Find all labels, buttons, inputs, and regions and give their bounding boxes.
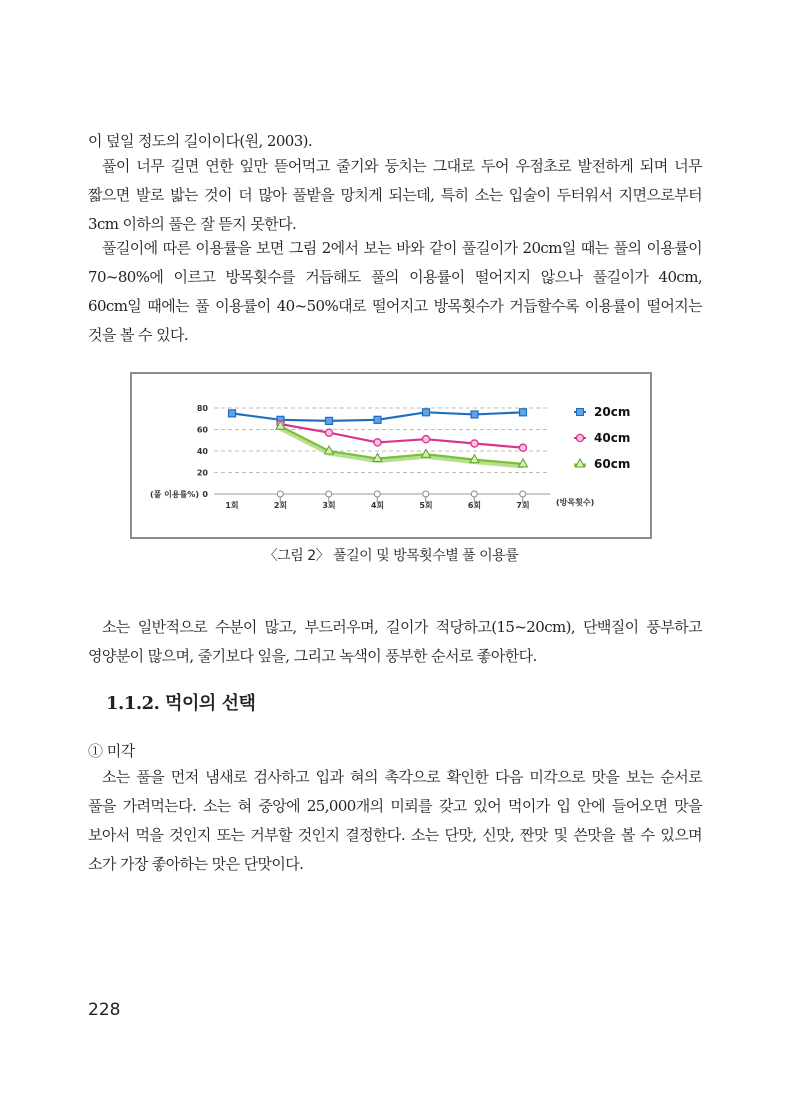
data-point-40cm xyxy=(422,436,429,443)
x-tick-label: 5회 xyxy=(419,501,433,510)
section-heading: 1.1.2. 먹이의 선택 xyxy=(106,693,256,714)
x-tick-label: 6회 xyxy=(467,501,482,510)
axis-pin-head xyxy=(471,491,477,497)
y-tick-label: 20 xyxy=(196,468,208,478)
paragraph-3: 풀길이에 따른 이용률을 보면 그림 2에서 보는 바와 같이 풀길이가 20cm일 때는 풀의 이용률이 70~80%에 이르고 방목횟수를 거듭해도 풀의 이용률이 떨어지지 않으나 풀길이가 40cm, 60cm일 때에는 풀 이용률이 40~50%대로 떨어지고 방목횟수가 거듭할수록 이용률이 떨어지는 것을 볼 수 있다. xyxy=(88,239,702,344)
data-point-20cm xyxy=(229,410,236,417)
y-tick-label: 40 xyxy=(196,447,208,456)
y-tick-label: 0 xyxy=(202,490,208,499)
figure-caption: 〈그림 2〉 풀길이 및 방목횟수별 풀 이용률 xyxy=(263,548,519,564)
legend-label: 60cm xyxy=(594,457,631,471)
y-tick-label: 60 xyxy=(196,425,208,435)
data-point-20cm xyxy=(374,416,381,423)
x-tick-label: 2회 xyxy=(273,501,288,510)
line-chart xyxy=(132,374,650,537)
paragraph-1: 이 덮일 정도의 길이이다(원, 2003). xyxy=(88,132,313,150)
y-axis-label: (풀 이용률%) xyxy=(150,490,200,499)
figure-chart xyxy=(130,372,652,539)
x-tick-label: 4회 xyxy=(370,501,385,510)
data-point-40cm xyxy=(374,439,381,446)
paragraph-2: 풀이 너무 길면 연한 잎만 뜯어먹고 줄기와 둥치는 그대로 두어 우점초로 발전하게 되며 너무 짧으면 발로 밟는 것이 더 많아 풀밭을 망치게 되는데, 특히 소는 입술이 두터워서 지면으로부터 3cm 이하의 풀은 잘 뜯지 못한다. xyxy=(88,157,702,233)
legend-marker xyxy=(576,434,583,441)
legend-label: 20cm xyxy=(594,405,631,419)
x-axis-label: (방목횟수) xyxy=(556,498,595,507)
axis-pin-head xyxy=(277,491,283,497)
paragraph-5: 소는 풀을 먼저 냄새로 검사하고 입과 혀의 촉각으로 확인한 다음 미각으로 맛을 보는 순서로 풀을 가려먹는다. 소는 혀 중앙에 25,000개의 미뢰를 갖고 있어 먹이가 입 안에 들어오면 맛을 보아서 먹을 것인지 또는 거부할 것인지 결정한다. 소는 단맛, 신맛, 짠맛 및 쓴맛을 볼 수 있으며 소가 가장 좋아하는 맛은 단맛이다. xyxy=(88,768,702,873)
data-point-20cm xyxy=(471,411,478,418)
x-tick-label: 7회 xyxy=(516,501,530,510)
data-point-40cm xyxy=(471,440,478,447)
data-point-40cm xyxy=(325,429,332,436)
data-point-20cm xyxy=(326,417,333,424)
x-tick-label: 1회 xyxy=(225,501,239,510)
legend-marker xyxy=(577,409,584,416)
axis-pin-head xyxy=(374,491,380,497)
data-point-20cm xyxy=(423,409,430,416)
data-point-20cm xyxy=(520,409,527,416)
y-tick-label: 80 xyxy=(196,404,208,413)
axis-pin-head xyxy=(520,491,526,497)
axis-pin-head xyxy=(423,491,429,497)
data-point-40cm xyxy=(519,444,526,451)
page-number: 228 xyxy=(88,1000,121,1020)
data-point-60cm xyxy=(422,449,431,457)
legend-label: 40cm xyxy=(594,431,631,445)
axis-pin-head xyxy=(326,491,332,497)
legend-marker xyxy=(576,459,585,467)
x-tick-label: 3회 xyxy=(322,501,336,510)
paragraph-4: 소는 일반적으로 수분이 많고, 부드러우며, 길이가 적당하고(15~20cm), 단백질이 풍부하고 영양분이 많으며, 줄기보다 잎을, 그리고 녹색이 풍부한 순서로 좋아한다. xyxy=(88,618,702,665)
sub-heading: ① 미각 xyxy=(88,742,135,760)
